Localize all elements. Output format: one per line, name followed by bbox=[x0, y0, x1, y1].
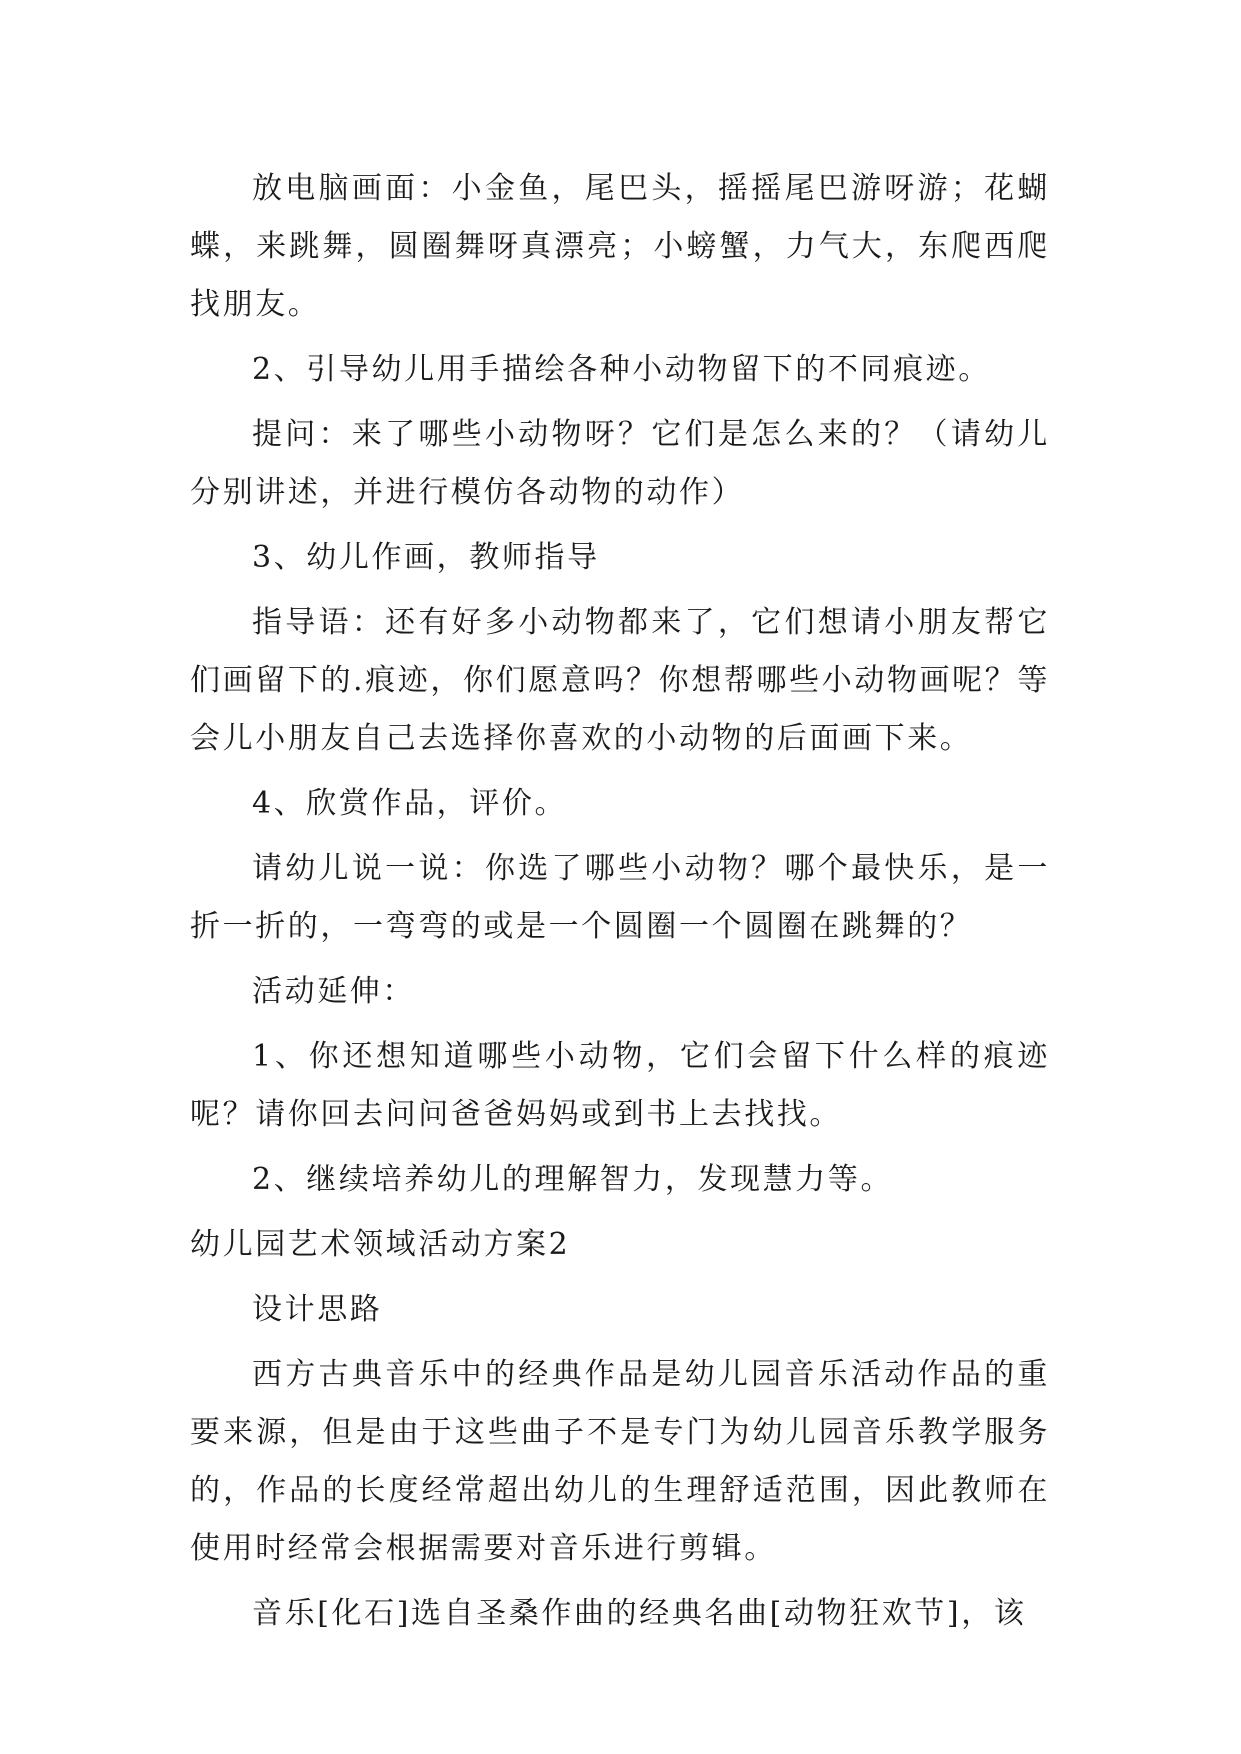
document-page bbox=[190, 160, 1050, 1650]
paragraph: 活动延伸： bbox=[252, 974, 415, 1009]
section-heading: 幼儿园艺术领域活动方案2 bbox=[190, 1227, 571, 1262]
paragraph: 放电脑画面：小金鱼，尾巴头，摇摇尾巴游呀游；花蝴蝶，来跳舞，圆圈舞呀真漂亮；小螃蟹，力气大，东爬西爬找朋友。 bbox=[190, 171, 1050, 322]
paragraph: 请幼儿说一说：你选了哪些小动物？哪个最快乐，是一折一折的，一弯弯的或是一个圆圈一个圆圈在跳舞的？ bbox=[190, 851, 1050, 944]
paragraph: 4、欣赏作品，评价。 bbox=[252, 786, 568, 821]
paragraph: 2、引导幼儿用手描绘各种小动物留下的不同痕迹。 bbox=[252, 352, 991, 387]
subsection-heading: 设计思路 bbox=[252, 1292, 383, 1327]
paragraph: 音乐[化石]选自圣桑作曲的经典名曲[动物狂欢节]，该 bbox=[252, 1596, 1027, 1631]
paragraph: 提问：来了哪些小动物呀？它们是怎么来的？（请幼儿分别讲述，并进行模仿各动物的动作） bbox=[190, 417, 1050, 510]
paragraph: 2、继续培养幼儿的理解智力，发现慧力等。 bbox=[252, 1162, 894, 1197]
paragraph: 指导语：还有好多小动物都来了，它们想请小朋友帮它们画留下的.痕迹，你们愿意吗？你想帮哪些小动物画呢？等会儿小朋友自己去选择你喜欢的小动物的后面画下来。 bbox=[190, 605, 1050, 756]
paragraph: 3、幼儿作画，教师指导 bbox=[252, 540, 600, 575]
paragraph: 1、你还想知道哪些小动物，它们会留下什么样的痕迹呢？请你回去问问爸爸妈妈或到书上去找找。 bbox=[190, 1039, 1050, 1132]
paragraph: 西方古典音乐中的经典作品是幼儿园音乐活动作品的重要来源，但是由于这些曲子不是专门为幼儿园音乐教学服务的，作品的长度经常超出幼儿的生理舒适范围，因此教师在使用时经常会根据需要对音乐进行剪辑。 bbox=[190, 1357, 1050, 1566]
